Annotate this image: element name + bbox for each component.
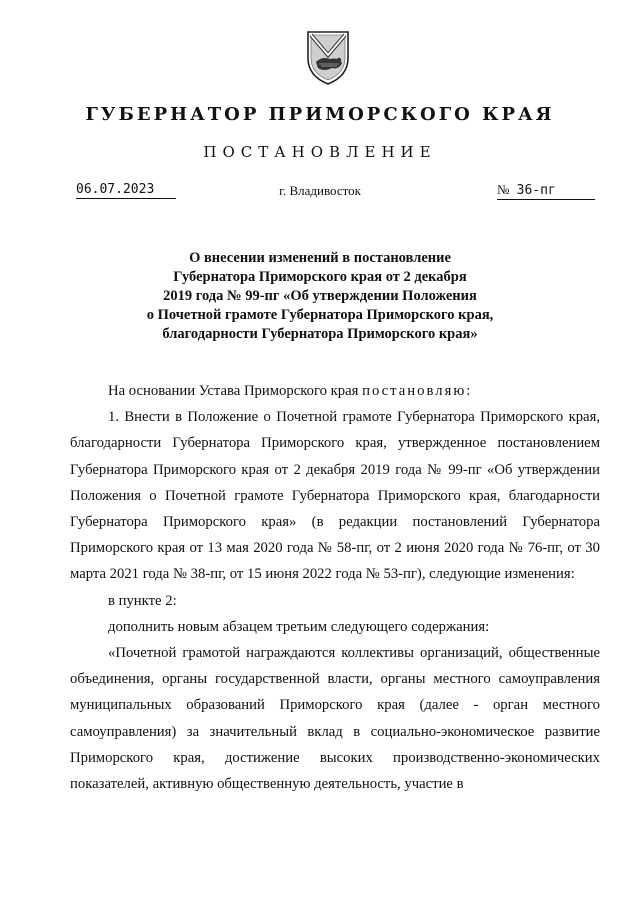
- title-line: о Почетной грамоте Губернатора Приморского края,: [146, 307, 494, 323]
- coat-of-arms-emblem: [302, 28, 354, 86]
- document-title: [100, 249, 540, 344]
- title-line: благодарности Губернатора Приморского края»: [162, 326, 478, 342]
- number-sign: №: [497, 182, 510, 197]
- document-body: [70, 378, 600, 797]
- number-value: 36-пг: [516, 183, 556, 198]
- body-paragraph: 1. Внести в Положение о Почетной грамоте Губернатора Приморского края, благодарности Губернатора Приморского края, утвержденное постановлением Губернатора Приморского края от 2 декабря 2019 года № 99-пг «Об утверждении Положения о Почетной грамоте Губернатора Приморского края, благодарности Губернатора Приморского края» (в редакции постановлений Губернатора Приморского края от 13 мая 2020 года № 58-пг, от 2 июня 2020 года № 76-пг, от 30 марта 2021 года № 38-пг, от 15 июня 2022 года № 53-пг), следующие изменения:: [70, 409, 600, 583]
- intro-paragraph: [70, 378, 600, 404]
- document-date: 06.07.2023: [76, 182, 176, 199]
- document-city: г. Владивосток: [279, 183, 361, 198]
- title-line: О внесении изменений в постановление: [189, 250, 451, 266]
- body-paragraph: дополнить новым абзацем третьим следующего содержания:: [108, 618, 490, 635]
- document-type: ПОСТАНОВЛЕНИЕ: [203, 143, 437, 161]
- body-paragraph: в пункте 2:: [108, 592, 177, 609]
- title-line: Губернатора Приморского края от 2 декабря: [173, 269, 467, 285]
- title-line: 2019 года № 99-пг «Об утверждении Положения: [163, 288, 477, 304]
- issuer-title: ГУБЕРНАТОР ПРИМОРСКОГО КРАЯ: [85, 104, 555, 125]
- intro-text: На основании Устава Приморского края: [108, 383, 363, 399]
- intro-decree-word: постановляю:: [362, 383, 473, 399]
- document-number: [497, 182, 595, 200]
- body-paragraph: «Почетной грамотой награждаются коллективы организаций, общественные объединения, органы государственной власти, органы местного самоуправления муниципальных образований Приморского края (далее - орган местного самоуправления) за значительный вклад в социально-экономическое развитие Приморского края, достижение высоких производственно-экономических показателей, активную общественную деятельность, участие в: [70, 645, 600, 793]
